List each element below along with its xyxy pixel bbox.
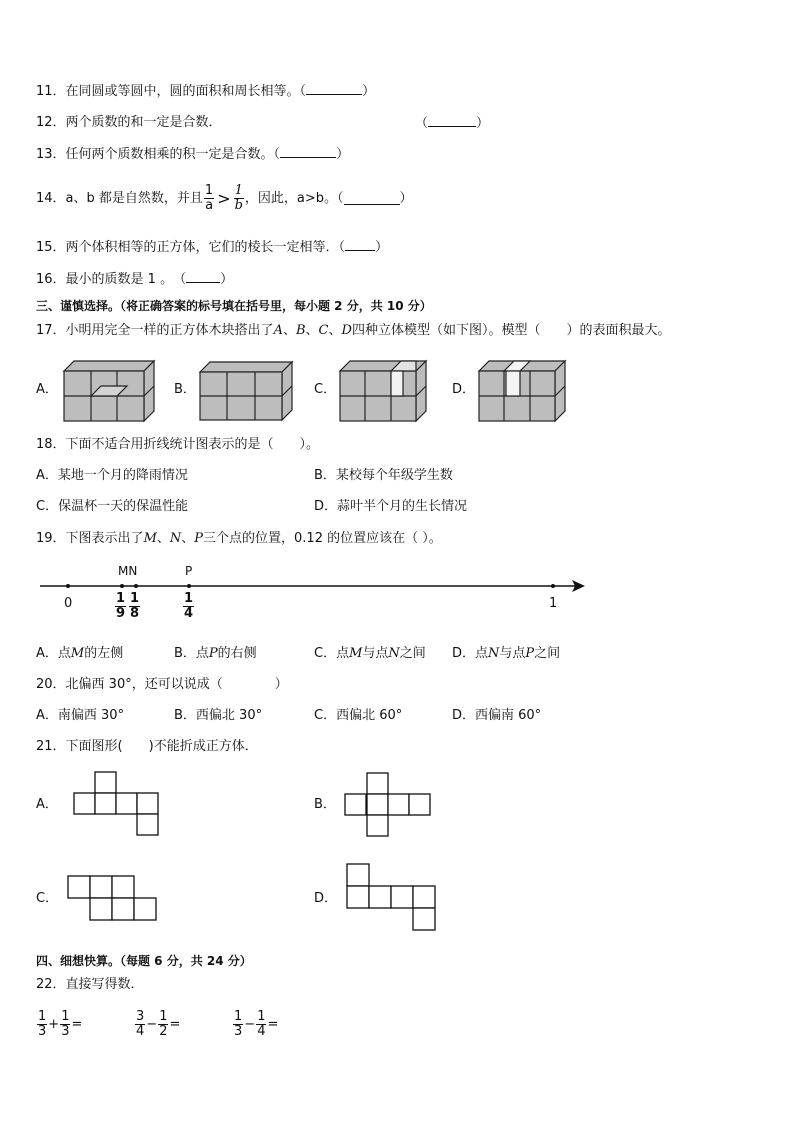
point-n: [134, 584, 138, 588]
q17-option-c[interactable]: C．: [314, 382, 337, 397]
section-4-heading: 四、细想快算。（每题 6 分，共 24 分）: [36, 954, 252, 968]
cube-model-a: [64, 355, 158, 421]
cube-model-c: [340, 355, 430, 421]
q18-option-c[interactable]: C．保温杯一天的保温性能: [36, 499, 189, 514]
q20-option-c[interactable]: C．西偏北 60°: [314, 708, 403, 723]
q21-option-a[interactable]: A．: [36, 797, 58, 812]
answer-blank[interactable]: [344, 192, 400, 205]
cube-model-b: [200, 358, 296, 420]
question-12: 12．两个质数的和一定是合数．: [36, 115, 222, 130]
cube-net-a: [74, 772, 160, 836]
label-mn: MN: [118, 564, 138, 578]
q19-option-c[interactable]: C．点M与点N之间: [314, 646, 426, 661]
q18-option-a[interactable]: A．某地一个月的降雨情况: [36, 468, 188, 483]
point-p: [187, 584, 191, 588]
section-3-heading: 三、谨慎选择。（将正确答案的标号填在括号里，每小题 2 分，共 10 分）: [36, 299, 432, 313]
q19-option-a[interactable]: A．点M的左侧: [36, 646, 124, 661]
tick-m-fraction: $\frac{1}{9}$: [116, 591, 126, 621]
q17-option-d[interactable]: D．: [452, 382, 476, 397]
cube-net-d: [347, 864, 439, 932]
question-14: 14． a、b 都是自然数，并且 $\frac{1}{a}$ > $\frac{1}{b}$ ，因此，a>b。（ ）: [36, 183, 413, 213]
cube-model-d: [479, 355, 569, 421]
q21-option-c[interactable]: C．: [36, 891, 59, 906]
question-18: 18．下面不适合用折线统计图表示的是（ ）。: [36, 437, 320, 452]
q20-option-d[interactable]: D．西偏南 60°: [452, 708, 542, 723]
expression-2: $\frac{3}{4}$ − $\frac{1}{2}$ =: [136, 1009, 181, 1039]
point-one: [551, 584, 555, 588]
question-11: 11．在同圆或等圆中，圆的面积和周长相等。（ ）: [36, 84, 376, 99]
expression-1: $\frac{1}{3}$ + $\frac{1}{3}$ =: [38, 1009, 83, 1039]
answer-blank[interactable]: [280, 145, 336, 158]
question-17: 17．小明用完全一样的正方体木块搭出了A、B、C、D四种立体模型（如下图）。模型（ ）的表面积最大。: [36, 323, 671, 338]
question-12-paren: （ ）: [415, 116, 490, 131]
answer-blank[interactable]: [428, 114, 476, 127]
answer-blank[interactable]: [186, 270, 220, 283]
fraction-1-over-b: $\frac{1}{b}$: [234, 183, 243, 213]
tick-n-fraction: $\frac{1}{8}$: [130, 591, 140, 621]
answer-blank[interactable]: [345, 238, 375, 251]
question-16: 16．最小的质数是 1 。 （ ）: [36, 272, 234, 287]
point-m: [120, 584, 124, 588]
q17-option-a[interactable]: A．: [36, 382, 58, 397]
cube-net-c: [68, 876, 160, 922]
q21-option-d[interactable]: D．: [314, 891, 338, 906]
q20-option-a[interactable]: A．南偏西 30°: [36, 708, 125, 723]
answer-blank[interactable]: [306, 82, 362, 95]
question-15: 15．两个体积相等的正方体，它们的棱长一定相等．（ ）: [36, 240, 389, 255]
question-21: 21．下面图形( )不能折成正方体．: [36, 739, 258, 754]
q20-option-b[interactable]: B．西偏北 30°: [174, 708, 263, 723]
tick-p-fraction: $\frac{1}{4}$: [184, 591, 194, 621]
fraction-1-over-a: $\frac{1}{a}$: [204, 183, 214, 213]
question-20: 20．北偏西 30°，还可以说成（ ）: [36, 677, 288, 692]
tick-one: 1: [549, 596, 558, 611]
question-22: 22．直接写得数．: [36, 977, 144, 992]
point-zero: [66, 584, 70, 588]
tick-zero: 0: [64, 596, 73, 611]
q18-option-b[interactable]: B．某校每个年级学生数: [314, 468, 453, 483]
q21-option-b[interactable]: B．: [314, 797, 336, 812]
q19-option-b[interactable]: B．点P的右侧: [174, 646, 257, 661]
q17-option-b[interactable]: B．: [174, 382, 196, 397]
q18-option-d[interactable]: D．蒜叶半个月的生长情况: [314, 499, 468, 514]
cube-net-b: [345, 773, 433, 839]
expression-3: $\frac{1}{3}$ − $\frac{1}{4}$ =: [234, 1009, 279, 1039]
q19-option-d[interactable]: D．点N与点P之间: [452, 646, 561, 661]
label-p: P: [185, 564, 193, 578]
question-13: 13．任何两个质数相乘的积一定是合数。（ ）: [36, 147, 350, 162]
question-19: 19．下图表示出了M、N、P三个点的位置，0.12 的位置应该在（ ）。: [36, 531, 442, 546]
